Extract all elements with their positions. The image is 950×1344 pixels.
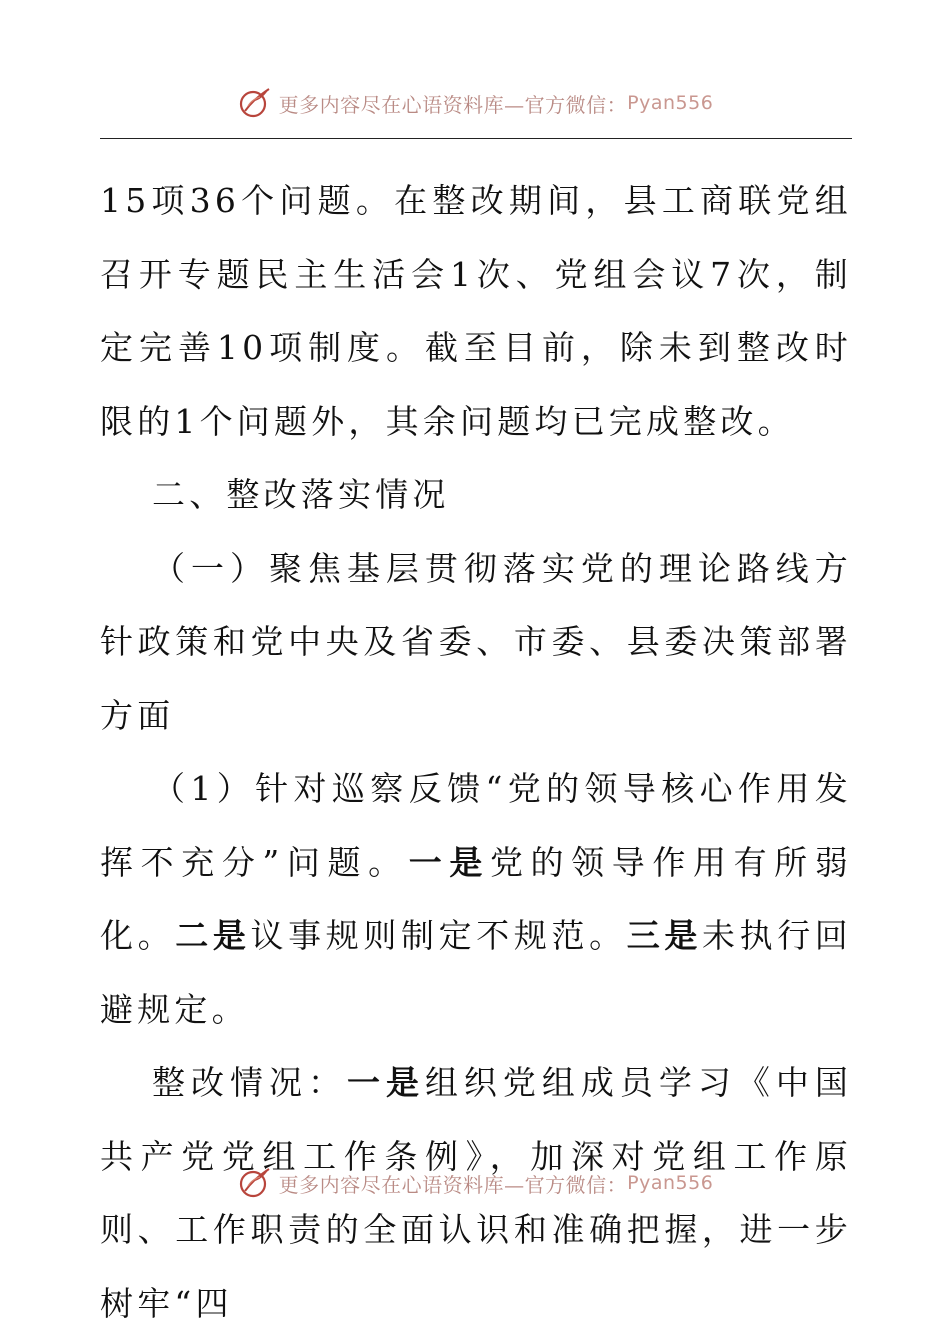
watermark-text: 更多内容尽在心语资料库—官方微信： <box>278 1172 628 1197</box>
quill-logo-icon <box>237 1165 273 1201</box>
issue-point-3-text: 未执行回避规定。 <box>100 916 853 1029</box>
quill-logo-icon <box>237 85 273 121</box>
header-watermark <box>0 83 950 123</box>
paragraph-issue <box>100 752 852 1046</box>
issue-lead: （1）针对巡察反馈“党的领导核心作用发挥不充分”问题。 <box>100 769 852 882</box>
issue-point-3-label: 三是 <box>626 916 702 955</box>
watermark-wechat-id: Pyan556 <box>627 1172 714 1194</box>
rectification-point-1-label: 一是 <box>346 1063 425 1102</box>
rectification-point-1-text: 组织党组成员学习《中国共产党党组工作条例》，加深对党组工作原则、工作职责的全面认识和准确把握，进一步树牢“四 <box>100 1063 853 1323</box>
paragraph-summary: 15项36个问题。在整改期间，县工商联党组召开专题民主生活会1次、党组会议7次，制定完善10项制度。截至目前，除未到整改时限的1个问题外，其余问题均已完成整改。 <box>100 181 852 441</box>
section-heading: 二、整改落实情况 <box>152 475 450 514</box>
subsection-heading: （一）聚焦基层贯彻落实党的理论路线方针政策和党中央及省委、市委、县委决策部署方面 <box>100 548 852 735</box>
issue-point-2-label: 二是 <box>175 916 251 955</box>
header-divider <box>100 138 852 139</box>
issue-point-1-text: 党的领导作用有所弱化。 <box>100 842 852 955</box>
issue-point-2-text: 议事规则制定不规范。 <box>250 916 627 955</box>
footer-watermark <box>0 1163 950 1203</box>
watermark-wechat-id: Pyan556 <box>627 92 714 114</box>
issue-point-1-label: 一是 <box>408 842 490 882</box>
watermark-text: 更多内容尽在心语资料库—官方微信： <box>278 92 628 117</box>
rectification-lead: 整改情况： <box>152 1063 347 1102</box>
